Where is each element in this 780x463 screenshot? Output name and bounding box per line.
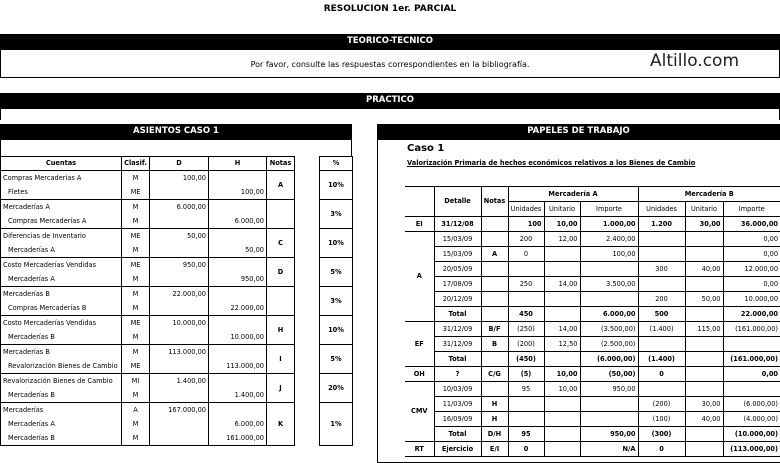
cell-b-unidades (638, 277, 685, 292)
cell-b-unitario (685, 382, 723, 397)
cell-b-unidades (638, 232, 685, 247)
gap-cell (295, 403, 320, 446)
debe-cell (150, 214, 209, 229)
clasif-cell: M (122, 171, 150, 186)
papeles-row (405, 262, 780, 277)
clasif-cell: ME (122, 316, 150, 331)
pct-cell: 10% (320, 229, 353, 258)
haber-cell (209, 403, 267, 418)
cell-nota (481, 382, 508, 397)
pct-cell: 3% (320, 287, 353, 316)
cell-a-unidades: 95 (508, 382, 544, 397)
cell-a-unitario (544, 397, 580, 412)
gap-cell (295, 287, 320, 316)
haber-cell: 950,00 (209, 272, 267, 287)
debe-cell (150, 359, 209, 374)
clasif-cell: ME (122, 229, 150, 244)
haber-cell (209, 287, 267, 302)
debe-cell: 22.000,00 (150, 287, 209, 302)
haber-cell: 50,00 (209, 243, 267, 258)
cuenta-cell: Diferencias de Inventario (1, 229, 122, 244)
col-notas-papeles: Notas (481, 187, 508, 217)
pct-cell: 5% (320, 258, 353, 287)
cell-b-unidades: 1.200 (638, 217, 685, 232)
watermark-logo: Altillo.com (650, 51, 740, 71)
debe-cell (150, 417, 209, 431)
cell-detalle: Total (434, 352, 481, 367)
cell-b-unidades: (1.400) (638, 322, 685, 337)
clasif-cell: M (122, 388, 150, 403)
cell-nota: B (481, 337, 508, 352)
cell-a-unitario (544, 292, 580, 307)
cell-a-unidades: (200) (508, 337, 544, 352)
cuenta-cell: Compras Mercaderías A (1, 214, 122, 229)
col-detalle: Detalle (434, 187, 481, 217)
cell-a-importe: (2.500,00) (580, 337, 638, 352)
col-b-unitario: Unitario (685, 202, 723, 217)
cell-b-unitario: 40,00 (685, 262, 723, 277)
cuenta-cell: Compras Mercaderías B (1, 301, 122, 316)
papeles-table (405, 186, 780, 457)
cell-b-unidades: 0 (638, 442, 685, 457)
cell-b-importe: (6.000,00) (723, 397, 780, 412)
clasif-cell: M (122, 200, 150, 215)
cuenta-cell: Costo Mercaderías Vendidas (1, 316, 122, 331)
cell-b-unitario: 50,00 (685, 292, 723, 307)
cell-a-unidades (508, 412, 544, 427)
cell-a-importe: (6.000,00) (580, 352, 638, 367)
gap-cell (295, 229, 320, 258)
cell-a-unitario (544, 247, 580, 262)
cell-detalle: 31/12/09 (434, 337, 481, 352)
asiento-row (1, 229, 353, 244)
cell-a-importe: N/A (580, 442, 638, 457)
cuenta-cell: Fletes (1, 185, 122, 200)
cell-a-importe: 3.500,00 (580, 277, 638, 292)
cell-b-unitario (685, 307, 723, 322)
cell-a-importe: 950,00 (580, 382, 638, 397)
cell-a-unitario: 12,00 (544, 232, 580, 247)
cuenta-cell: Mercaderías (1, 403, 122, 418)
clasif-cell: M (122, 301, 150, 316)
cell-b-importe: (161.000,00) (723, 352, 780, 367)
papeles-row (405, 382, 780, 397)
cuenta-cell: Compras Mercaderías A (1, 171, 122, 186)
nota-cell: C (267, 229, 295, 258)
cell-a-importe: 1.000,00 (580, 217, 638, 232)
cell-a-unidades: 0 (508, 247, 544, 262)
nota-cell: I (267, 345, 295, 374)
asientos-spacer (0, 139, 352, 156)
col-mercaderia-b: Mercadería B (638, 187, 780, 202)
cell-detalle: 11/03/09 (434, 397, 481, 412)
haber-cell (209, 171, 267, 186)
col-notas: Notas (267, 157, 295, 171)
papeles-row (405, 352, 780, 367)
papeles-subtitle: Valorización Primaria de hechos económicos relativos a los Bienes de Cambio (407, 159, 696, 167)
col-a-unidades: Unidades (508, 202, 544, 217)
papeles-row (405, 217, 780, 232)
cell-b-unitario (685, 247, 723, 262)
cell-b-importe: 0,00 (723, 277, 780, 292)
cuenta-cell: Revalorización Bienes de Cambio (1, 374, 122, 389)
cell-b-unitario (685, 337, 723, 352)
clasif-cell: M (122, 287, 150, 302)
cell-b-importe (723, 382, 780, 397)
col-pct: % (320, 157, 353, 171)
cuenta-cell: Mercaderías A (1, 243, 122, 258)
cell-b-unidades: (200) (638, 397, 685, 412)
col-cuentas: Cuentas (1, 157, 122, 171)
papeles-row (405, 232, 780, 247)
papeles-row (405, 397, 780, 412)
clasif-cell: M (122, 345, 150, 360)
cell-b-unitario (685, 277, 723, 292)
cell-b-importe: 12.000,00 (723, 262, 780, 277)
pct-cell: 3% (320, 200, 353, 229)
cell-a-unitario: 14,00 (544, 277, 580, 292)
debe-cell: 6.000,00 (150, 200, 209, 215)
cell-b-importe: (113.000,00) (723, 442, 780, 457)
cell-b-importe: (161.000,00) (723, 322, 780, 337)
cell-a-unidades: (450) (508, 352, 544, 367)
cell-detalle: 31/12/08 (434, 217, 481, 232)
asiento-row (1, 345, 353, 360)
cell-b-importe: 10.000,00 (723, 292, 780, 307)
cell-nota: H (481, 412, 508, 427)
cell-nota (481, 307, 508, 322)
clasif-cell: M (122, 243, 150, 258)
cell-b-unitario: 30,00 (685, 397, 723, 412)
cell-detalle: 15/03/09 (434, 247, 481, 262)
cell-detalle: Total (434, 427, 481, 442)
col-gap (295, 157, 320, 171)
cell-detalle: ? (434, 367, 481, 382)
haber-cell: 161.000,00 (209, 431, 267, 446)
clasif-cell: M (122, 431, 150, 446)
cell-nota: E/I (481, 442, 508, 457)
cell-nota (481, 262, 508, 277)
teorico-note: Por favor, consulte las respuestas correspondientes en la bibliografía. (250, 60, 530, 69)
cuenta-cell: Mercaderías A (1, 200, 122, 215)
cell-b-unitario (685, 352, 723, 367)
gap-cell (295, 258, 320, 287)
cuenta-cell: Mercaderías B (1, 388, 122, 403)
clasif-cell: M (122, 214, 150, 229)
col-b-importe: Importe (723, 202, 780, 217)
cell-b-unidades (638, 382, 685, 397)
cell-detalle: Total (434, 307, 481, 322)
cell-b-importe: 22.000,00 (723, 307, 780, 322)
cell-nota (481, 217, 508, 232)
nota-cell: A (267, 171, 295, 200)
col-grupo (405, 187, 434, 217)
debe-cell: 950,00 (150, 258, 209, 273)
haber-cell (209, 258, 267, 273)
nota-cell: H (267, 316, 295, 345)
nota-cell (267, 200, 295, 229)
clasif-cell: MI (122, 374, 150, 389)
practico-heading: PRACTICO (0, 93, 780, 108)
col-haber: H (209, 157, 267, 171)
cell-a-unitario (544, 352, 580, 367)
clasif-cell: A (122, 403, 150, 418)
group-label: RT (405, 442, 434, 457)
cell-detalle: 20/05/09 (434, 262, 481, 277)
papeles-row (405, 277, 780, 292)
col-b-unidades: Unidades (638, 202, 685, 217)
cell-a-unitario: 12,50 (544, 337, 580, 352)
asiento-row (1, 171, 353, 186)
debe-cell (150, 388, 209, 403)
haber-cell (209, 316, 267, 331)
cell-a-unidades (508, 397, 544, 412)
cell-a-importe: 100,00 (580, 247, 638, 262)
debe-cell: 1.400,00 (150, 374, 209, 389)
cell-a-unitario (544, 412, 580, 427)
cell-a-unitario (544, 442, 580, 457)
cuenta-cell: Revalorización Bienes de Cambio (1, 359, 122, 374)
col-a-unitario: Unitario (544, 202, 580, 217)
cell-a-importe (580, 397, 638, 412)
cell-b-unidades (638, 247, 685, 262)
col-a-importe: Importe (580, 202, 638, 217)
cell-detalle: 10/03/09 (434, 382, 481, 397)
cell-a-unidades: 0 (508, 442, 544, 457)
cuenta-cell: Mercaderías B (1, 330, 122, 345)
pct-cell: 10% (320, 316, 353, 345)
debe-cell (150, 431, 209, 446)
asiento-row (1, 374, 353, 389)
cuenta-cell: Mercaderías B (1, 431, 122, 446)
papeles-row (405, 307, 780, 322)
cell-b-unidades (638, 337, 685, 352)
clasif-cell: ME (122, 185, 150, 200)
cell-a-unidades: 200 (508, 232, 544, 247)
cell-detalle: 20/12/09 (434, 292, 481, 307)
clasif-cell: M (122, 330, 150, 345)
cuenta-cell: Costo Mercaderías Vendidas (1, 258, 122, 273)
debe-cell: 167.000,00 (150, 403, 209, 418)
cell-detalle: 16/09/09 (434, 412, 481, 427)
debe-cell (150, 301, 209, 316)
asientos-heading: ASIENTOS CASO 1 (0, 124, 352, 139)
cell-b-importe: (10.000,00) (723, 427, 780, 442)
cell-nota: C/G (481, 367, 508, 382)
clasif-cell: ME (122, 359, 150, 374)
haber-cell: 113.000,00 (209, 359, 267, 374)
gap-cell (295, 374, 320, 403)
cell-b-unidades: (1.400) (638, 352, 685, 367)
group-label: CMV (405, 382, 434, 442)
cuenta-cell: Mercaderías B (1, 287, 122, 302)
cell-b-importe: 36.000,00 (723, 217, 780, 232)
cell-a-unitario (544, 262, 580, 277)
clasif-cell: ME (122, 258, 150, 273)
pct-cell: 20% (320, 374, 353, 403)
cell-b-unitario: 115,00 (685, 322, 723, 337)
cell-b-importe: 0,00 (723, 367, 780, 382)
cell-a-importe: 6.000,00 (580, 307, 638, 322)
haber-cell (209, 345, 267, 360)
cell-a-importe (580, 262, 638, 277)
cell-b-unidades: 200 (638, 292, 685, 307)
debe-cell: 10.000,00 (150, 316, 209, 331)
cell-a-unidades: (5) (508, 367, 544, 382)
cell-a-unidades (508, 262, 544, 277)
cell-a-unitario (544, 427, 580, 442)
papeles-row (405, 337, 780, 352)
cell-nota: A (481, 247, 508, 262)
gap-cell (295, 200, 320, 229)
debe-cell (150, 330, 209, 345)
group-label: EF (405, 322, 434, 367)
haber-cell: 22.000,00 (209, 301, 267, 316)
haber-cell (209, 229, 267, 244)
haber-cell: 1.400,00 (209, 388, 267, 403)
debe-cell (150, 272, 209, 287)
debe-cell (150, 243, 209, 258)
cell-b-unitario (685, 367, 723, 382)
group-label: A (405, 232, 434, 322)
haber-cell (209, 374, 267, 389)
cell-a-importe: (50,00) (580, 367, 638, 382)
haber-cell: 100,00 (209, 185, 267, 200)
cell-a-unidades: (250) (508, 322, 544, 337)
teorico-heading: TEORICO-TECNICO (0, 34, 780, 49)
asiento-row (1, 200, 353, 215)
cell-b-importe: (4.000,00) (723, 412, 780, 427)
cell-a-unitario: 10,00 (544, 217, 580, 232)
papeles-row (405, 322, 780, 337)
cell-b-unidades: 0 (638, 367, 685, 382)
cell-a-unidades: 450 (508, 307, 544, 322)
nota-cell: D (267, 258, 295, 287)
papeles-heading: PAPELES DE TRABAJO (377, 124, 780, 139)
cell-detalle: 17/08/09 (434, 277, 481, 292)
gap-cell (295, 345, 320, 374)
papeles-row (405, 367, 780, 382)
cell-nota (481, 292, 508, 307)
debe-cell (150, 185, 209, 200)
cell-nota: H (481, 397, 508, 412)
cell-detalle: 31/12/09 (434, 322, 481, 337)
gap-cell (295, 171, 320, 200)
practico-box (0, 108, 780, 120)
cell-a-unidades: 95 (508, 427, 544, 442)
cell-a-importe: 2.400,00 (580, 232, 638, 247)
pct-cell: 5% (320, 345, 353, 374)
cell-nota: B/F (481, 322, 508, 337)
col-mercaderia-a: Mercadería A (508, 187, 638, 202)
papeles-row (405, 247, 780, 262)
cell-b-unitario (685, 427, 723, 442)
cell-b-unitario (685, 232, 723, 247)
pct-cell: 1% (320, 403, 353, 446)
papeles-row (405, 427, 780, 442)
document-title: RESOLUCION 1er. PARCIAL (323, 4, 457, 14)
clasif-cell: M (122, 272, 150, 287)
debe-cell: 113.000,00 (150, 345, 209, 360)
cell-a-importe: (3.500,00) (580, 322, 638, 337)
cell-b-unitario: 30,00 (685, 217, 723, 232)
cell-nota: D/H (481, 427, 508, 442)
asiento-row (1, 258, 353, 273)
cell-b-importe: 0,00 (723, 247, 780, 262)
gap-cell (295, 316, 320, 345)
cell-a-importe (580, 292, 638, 307)
asientos-header-row (1, 157, 353, 171)
cell-b-importe: 0,00 (723, 232, 780, 247)
cell-detalle: Ejercicio (434, 442, 481, 457)
col-debe: D (150, 157, 209, 171)
caso-title: Caso 1 (407, 143, 445, 154)
asiento-row (1, 287, 353, 302)
group-label: EI (405, 217, 434, 232)
papeles-row (405, 412, 780, 427)
cell-a-unidades: 250 (508, 277, 544, 292)
cell-b-importe (723, 337, 780, 352)
papeles-row (405, 442, 780, 457)
asiento-row (1, 403, 353, 418)
cell-detalle: 15/03/09 (434, 232, 481, 247)
debe-cell: 100,00 (150, 171, 209, 186)
pct-cell: 10% (320, 171, 353, 200)
haber-cell: 6.000,00 (209, 214, 267, 229)
group-label: OH (405, 367, 434, 382)
asientos-table (0, 156, 353, 446)
cell-a-importe: 950,00 (580, 427, 638, 442)
papeles-row (405, 292, 780, 307)
cuenta-cell: Mercaderías A (1, 272, 122, 287)
cell-a-unidades (508, 292, 544, 307)
cell-b-unitario (685, 442, 723, 457)
cell-b-unidades: (100) (638, 412, 685, 427)
cell-a-unitario: 10,00 (544, 382, 580, 397)
cell-nota (481, 352, 508, 367)
papeles-header-row-1 (405, 187, 780, 202)
nota-cell (267, 287, 295, 316)
cell-nota (481, 232, 508, 247)
col-clasif: Clasif. (122, 157, 150, 171)
cell-b-unitario: 40,00 (685, 412, 723, 427)
cell-nota (481, 277, 508, 292)
cell-b-unidades: (300) (638, 427, 685, 442)
haber-cell: 6.000,00 (209, 417, 267, 431)
nota-cell: K (267, 403, 295, 446)
cell-a-unidades: 100 (508, 217, 544, 232)
clasif-cell: M (122, 417, 150, 431)
cell-b-unidades: 500 (638, 307, 685, 322)
cell-b-unidades: 300 (638, 262, 685, 277)
cell-a-unitario (544, 307, 580, 322)
asiento-row (1, 316, 353, 331)
debe-cell: 50,00 (150, 229, 209, 244)
nota-cell: J (267, 374, 295, 403)
cuenta-cell: Mercaderías A (1, 417, 122, 431)
haber-cell: 10.000,00 (209, 330, 267, 345)
cell-a-unitario: 14,00 (544, 322, 580, 337)
haber-cell (209, 200, 267, 215)
cell-a-unitario: 10,00 (544, 367, 580, 382)
cuenta-cell: Mercaderías B (1, 345, 122, 360)
cell-a-importe (580, 412, 638, 427)
